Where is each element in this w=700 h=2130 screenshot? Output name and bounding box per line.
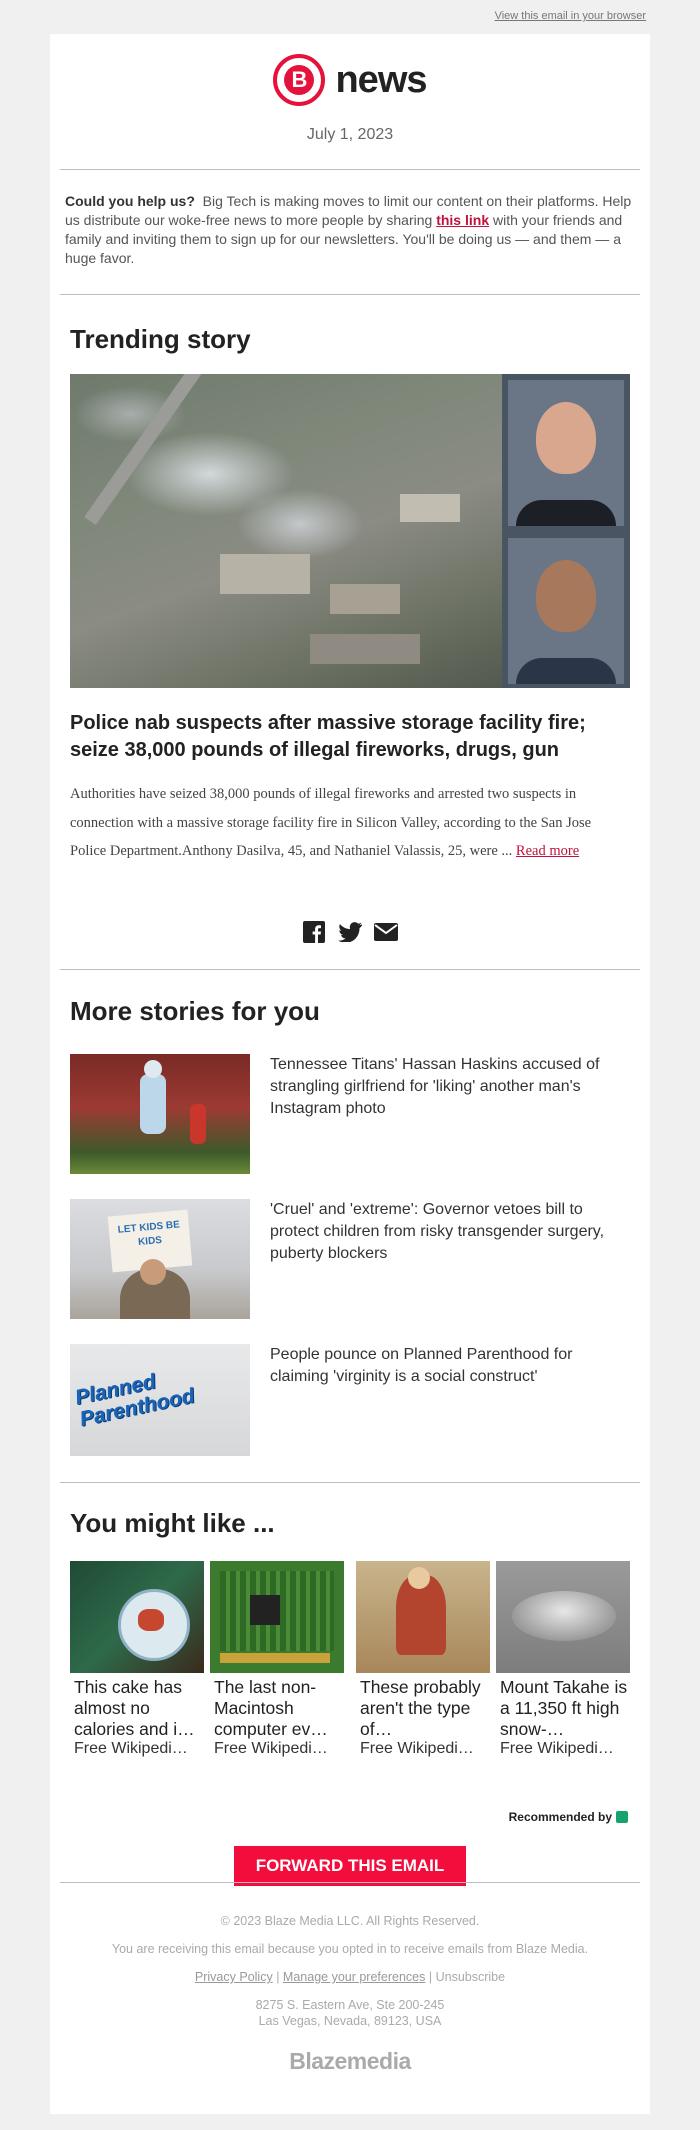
issue-date: July 1, 2023 — [306, 126, 394, 143]
help-text: Big Tech is making moves to limit our content on their platforms. Help us distribute our woke-free news to more people by sharing — [65, 193, 632, 228]
recommendation-card[interactable] — [356, 1561, 490, 1758]
help-message — [65, 192, 640, 268]
email-card — [50, 34, 650, 2114]
recommendation-image — [496, 1561, 630, 1673]
story-title[interactable]: People pounce on Planned Parenthood for claiming 'virginity is a social construct' — [270, 1346, 573, 1385]
story-thumbnail: LET KIDS BE KIDS — [70, 1199, 250, 1319]
trending-title: Trending story — [70, 324, 251, 354]
recommendation-source: Free Wikipedi… — [74, 1740, 188, 1757]
blaze-logo-icon: B — [273, 54, 325, 106]
recommendation-source: Free Wikipedi… — [214, 1740, 328, 1757]
divider — [60, 294, 640, 295]
recommendation-source: Free Wikipedi… — [360, 1740, 474, 1757]
twitter-icon[interactable] — [337, 920, 363, 944]
read-more-link[interactable]: Read more — [515, 843, 580, 859]
unsubscribe-link[interactable]: Unsubscribe — [435, 1970, 506, 1984]
trending-image[interactable] — [70, 374, 630, 688]
manage-preferences-link[interactable]: Manage your preferences — [282, 1970, 426, 1984]
story-thumbnail — [70, 1054, 250, 1174]
view-in-browser-link[interactable]: View this email in your browser — [494, 10, 646, 22]
recommendation-card[interactable] — [70, 1561, 204, 1758]
trending-headline[interactable]: Police nab suspects after massive storage facility fire; seize 38,000 pounds of illegal fireworks, drugs, gun — [70, 712, 586, 761]
summary-text: Authorities have seized 38,000 pounds of illegal fireworks and arrested two suspects in connection with a massive storage facility fire in Silicon Valley, according to the San Jose Police Department.Anthony Dasilva, 45, and Nathaniel Valassis, 25, were ... — [70, 786, 592, 859]
blaze-media-logo[interactable]: Blazemedia — [289, 2048, 411, 2074]
suspect-photo — [508, 380, 624, 526]
recommended-by-label: Recommended by — [508, 1810, 612, 1824]
trending-summary — [70, 780, 630, 866]
divider — [60, 1882, 640, 1883]
you-might-like-title: You might like ... — [70, 1508, 275, 1538]
divider — [60, 169, 640, 170]
recommendation-image — [356, 1561, 490, 1673]
copyright: © 2023 Blaze Media LLC. All Rights Reserved. — [220, 1914, 480, 1928]
suspect-photo — [508, 538, 624, 684]
more-stories-title: More stories for you — [70, 996, 320, 1026]
recommendation-card[interactable] — [496, 1561, 630, 1758]
address-line: Las Vegas, Nevada, 89123, USA — [258, 2014, 442, 2028]
recommendation-source: Free Wikipedi… — [500, 1740, 614, 1757]
aerial-fire-photo — [70, 374, 502, 688]
recommendation-title[interactable]: Mount Takahe is a 11,350 ft high snow-… — [500, 1677, 628, 1739]
divider — [60, 1482, 640, 1483]
recommendation-image — [70, 1561, 204, 1673]
email-icon[interactable] — [373, 920, 399, 944]
recommendation-title[interactable]: The last non-Macintosh computer ev… — [214, 1677, 328, 1739]
footer-links: Privacy Policy | Manage your preferences | Unsubscribe — [194, 1970, 506, 1984]
logo[interactable] — [50, 54, 650, 106]
story-thumbnail: Planned Parenthood — [70, 1344, 250, 1456]
facebook-icon[interactable] — [301, 920, 327, 944]
recommendation-title[interactable]: These probably aren't the type of… — [360, 1677, 481, 1739]
recommendation-image — [210, 1561, 344, 1673]
logo-text: news — [335, 58, 427, 101]
story-title[interactable]: 'Cruel' and 'extreme': Governor vetoes bill to protect children from risky transgender surgery, puberty blockers — [270, 1201, 605, 1262]
recommendation-card[interactable] — [210, 1561, 344, 1758]
divider — [60, 969, 640, 970]
story-title[interactable]: Tennessee Titans' Hassan Haskins accused of strangling girlfriend for 'liking' another man's Instagram photo — [270, 1056, 600, 1117]
share-link[interactable]: this link — [436, 212, 490, 228]
forward-email-button[interactable]: FORWARD THIS EMAIL — [234, 1846, 466, 1886]
address-line: 8275 S. Eastern Ave, Ste 200-245 — [255, 1998, 445, 2012]
share-icons — [50, 920, 650, 944]
recommendation-title[interactable]: This cake has almost no calories and i… — [74, 1677, 195, 1739]
help-text-end: with your friends and family and inviting them to sign up for our newsletters. You'll be doing us — and them — a huge favor. — [65, 212, 623, 266]
recommender-logo-icon — [616, 1811, 628, 1823]
privacy-policy-link[interactable]: Privacy Policy — [194, 1970, 273, 1984]
help-bold: Could you help us? — [65, 193, 195, 209]
opt-in-notice: You are receiving this email because you opted in to receive emails from Blaze Media. — [111, 1942, 589, 1956]
recommended-by[interactable] — [509, 1810, 628, 1824]
